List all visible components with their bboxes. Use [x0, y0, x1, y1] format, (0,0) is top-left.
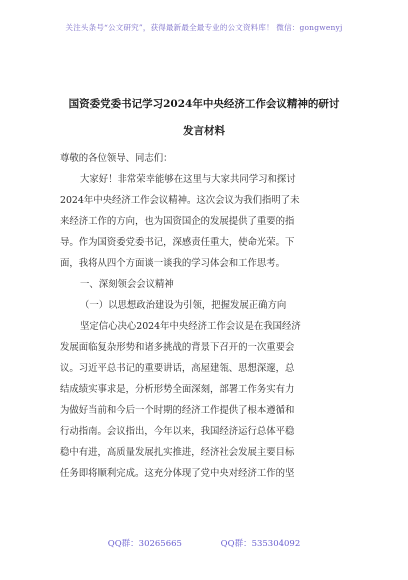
- body-line: 行动指南。会议指出，今年以来，我国经济运行总体平稳: [60, 426, 295, 437]
- subsection-heading: （一）以思想政治建设为引领，把握发展正确方向: [80, 300, 287, 311]
- body-line: 导。作为国资委党委书记，深感责任重大，使命光荣。下: [60, 237, 295, 248]
- body-line: 任务即将顺利完成。这充分体现了党中央对经济工作的坚: [60, 468, 295, 479]
- salutation-line: 尊敬的各位领导、同志们：: [60, 153, 173, 164]
- footer-qq-group-1: QQ群：30265665: [107, 539, 182, 549]
- body-line: 大家好！非常荣幸能够在这里与大家共同学习和探讨: [80, 174, 296, 185]
- body-line: 2024年中央经济工作会议精神。这次会议为我们指明了未: [60, 195, 300, 206]
- body-line: 稳中有进，高质量发展扎实推进，经济社会发展主要目标: [60, 447, 295, 458]
- footer: [0, 537, 408, 549]
- body-line: 发展面临复杂形势和诸多挑战的背景下召开的一次重要会: [60, 342, 295, 353]
- footer-qq-group-2: QQ群：535304092: [220, 539, 301, 549]
- document-subtitle: 发言材料: [183, 125, 225, 137]
- body-line: 结成绩实事求是，分析形势全面深刻，部署工作务实有力: [60, 384, 295, 395]
- section-heading: 一、深刻领会会议精神: [80, 279, 174, 290]
- document-body: [60, 148, 360, 484]
- body-line: 来经济工作的方向，也为国资国企的发展提供了重要的指: [60, 216, 295, 227]
- header-banner: 关注头条号“公文研究”，获得最新最全最专业的公文资料库！ 微信：gongwenyj: [65, 23, 343, 32]
- body-line: 面，我将从四个方面谈一谈我的学习体会和工作思考。: [60, 258, 286, 269]
- body-line: 坚定信心决心2024年中央经济工作会议是在我国经济: [80, 321, 301, 332]
- document-title: 国资委党委书记学习2024年中央经济工作会议精神的研讨: [68, 98, 340, 110]
- body-line: 议。习近平总书记的重要讲话，高屋建瓴、思想深邃，总: [60, 363, 295, 374]
- body-line: 为做好当前和今后一个时期的经济工作提供了根本遵循和: [60, 405, 295, 416]
